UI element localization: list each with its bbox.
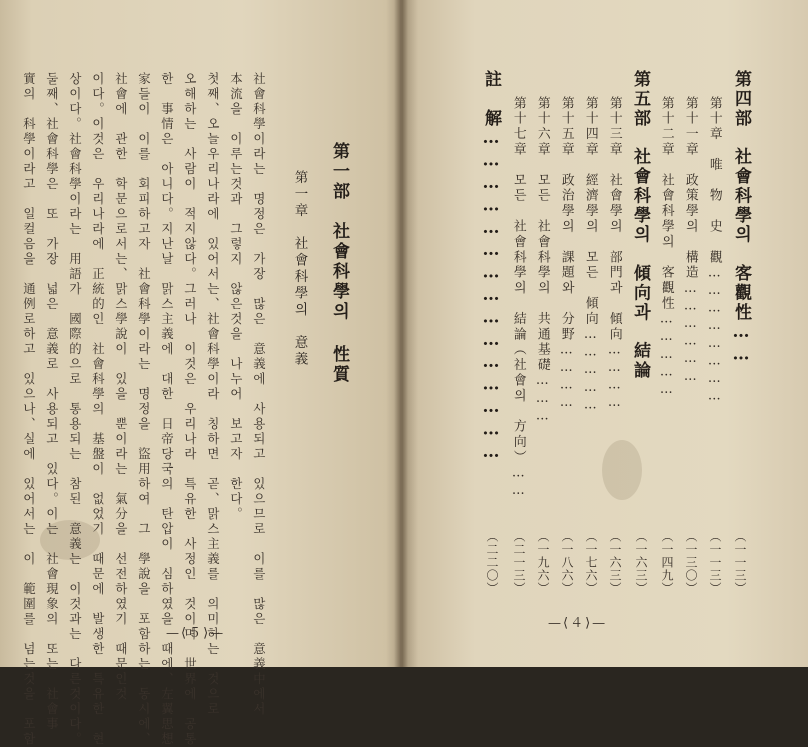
toc-page-number: （一六三） — [608, 530, 622, 595]
body-column-9: 상이다。社會科學이라는 用語가 國際的으로 통용되는 참된 意義는 이것과는 다른것이다。 — [67, 72, 83, 747]
body-column-4: 오해하는 사람이 적지않다。그러나 이것은 우리나라 특유한 사정인 것이며 世界에 공통 — [182, 72, 198, 747]
toc-chapter-14: 第十四章 經濟學의 모든 傾向…………… — [582, 96, 598, 415]
toc-chapter-11: 第十一章 政策學의 構造……………… — [682, 96, 698, 387]
right-page — [402, 0, 808, 667]
body-column-3: 첫째、오늘우리나라에 있어서는、社會科學이라 칭하면 곧、맑스主義를 의미하는 것으로 — [205, 72, 221, 717]
toc-page-number: （二一三） — [512, 530, 526, 595]
body-column-6: 家들이 이를 회피하고자 社會科學이라는 명정을 盜用하여 그 學說을 포함하는 동시에、 — [136, 72, 152, 747]
toc-chapter-10: 第十章 唯 物 史 觀…………………… — [706, 96, 722, 407]
toc-page-number: （一三〇） — [684, 530, 698, 595]
body-column-5: 한 事情은 아니다。지난날 맑스主義에 대한 日帝당국의 탄압이 심하였을 때에、左翼思想 — [159, 72, 175, 747]
page-number: —⟨５⟩— — [166, 626, 226, 641]
body-column-2: 本流을 이루는것과 그렇지 않은것을 나누어 보고자 한다。 — [228, 72, 244, 522]
part-title: 第一部 社會科學의 性質 — [329, 142, 349, 385]
toc-chapter-13: 第十三章 社會學의 部門과 傾向………… — [606, 96, 622, 413]
toc-chapter-15: 第十五章 政治學의 課題와 分野………… — [558, 96, 574, 413]
body-column-10: 둘째、社會科學은 또 가장 넓은 意義로 사용되고 있다。이는 社會現象의 또는 社會事 — [44, 72, 60, 732]
toc-page-number: （一七六） — [584, 530, 598, 595]
chapter-title: 第一章 社會科學의 意義 — [291, 170, 308, 368]
body-column-7: 社會에 관한 학문으로서는、맑스學說이 있을 뿐이라는 氣分을 선전하였기 때문인것 — [113, 72, 129, 702]
left-page — [0, 0, 402, 747]
toc-page-number: （一六三） — [634, 530, 648, 595]
toc-page-number: （一四九） — [660, 530, 674, 595]
toc-part-4: 第四部 社會科學의 客觀性…… — [731, 70, 751, 367]
book-gutter — [394, 0, 408, 667]
toc-notes: 註 解……………………………………… — [481, 70, 501, 465]
toc-page-number: （一九六） — [536, 530, 550, 595]
toc-chapter-17: 第十七章 모든 社會科學의 結論（社會의 方向）…… — [510, 96, 526, 501]
toc-page-number: （一八六） — [560, 530, 574, 595]
toc-page-number: （二二〇） — [485, 530, 499, 595]
toc-chapter-16: 第十六章 모든 社會科學의 共通基礎……… — [534, 96, 550, 426]
toc-part-5: 第五部 社會科學의 傾向과 結論 — [630, 70, 650, 381]
body-column-8: 이다。이것은 우리나라에 正統的인 社會科學의 基盤이 없었기 때문에 발생한 특유한 현 — [90, 72, 106, 747]
paper-stain — [602, 440, 642, 500]
body-column-1: 社會科學이라는 명정은 가장 많은 意義에 사용되고 있으므로 이를 많은 意義中에서 — [251, 72, 267, 717]
toc-chapter-12: 第十二章 社會科學의 客觀性…………… — [658, 96, 674, 400]
toc-page-number: （一一三） — [733, 530, 747, 595]
body-column-11: 實의 科學이라고 일컬음을 通例로하고 있으나、실에 있어서는 이 範圍를 넘는것을 포함 — [21, 72, 37, 747]
toc-page-number: （一一三） — [708, 530, 722, 595]
page-number: —⟨４⟩— — [548, 616, 608, 631]
